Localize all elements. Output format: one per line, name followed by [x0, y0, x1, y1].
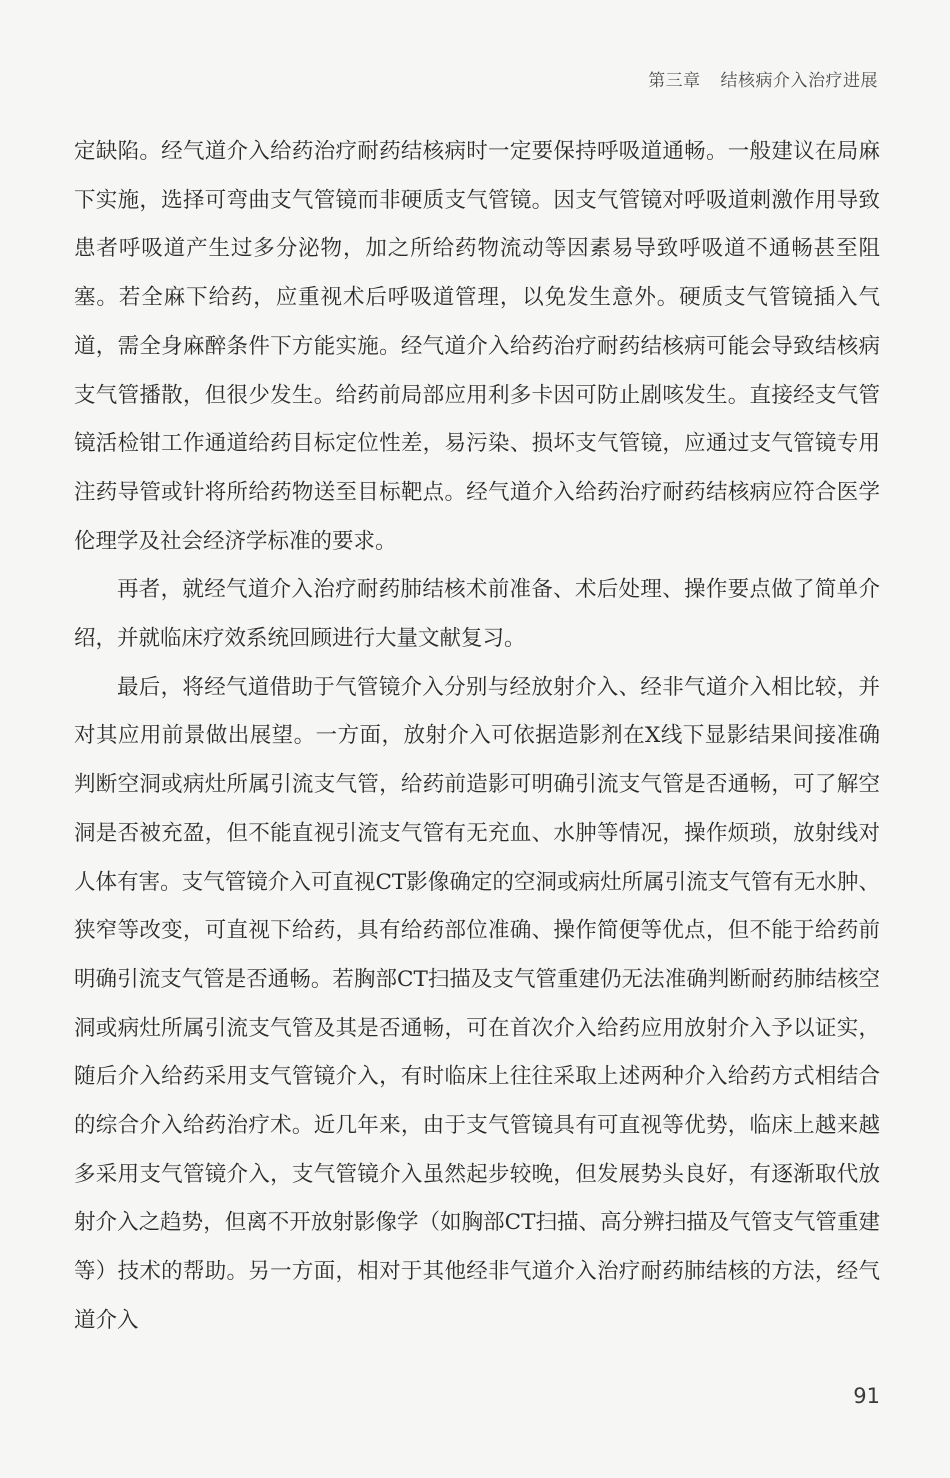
paragraph: 再者，就经气道介入治疗耐药肺结核术前准备、术后处理、操作要点做了简单介绍，并就临床疗效系统回顾进行大量文献复习。 [74, 577, 880, 652]
page-number: 91 [853, 1384, 880, 1408]
paragraph-continued: 定缺陷。经气道介入给药治疗耐药结核病时一定要保持呼吸道通畅。一般建议在局麻下实施，选择可弯曲支气管镜而非硬质支气管镜。因支气管镜对呼吸道刺激作用导致患者呼吸道产生过多分泌物，加之所给药物流动等因素易导致呼吸道不通畅甚至阻塞。若全麻下给药，应重视术后呼吸道管理，以免发生意外。硬质支气管镜插入气道，需全身麻醉条件下方能实施。经气道介入给药治疗耐药结核病可能会导致结核病支气管播散，但很少发生。给药前局部应用利多卡因可防止剧咳发生。直接经支气管镜活检钳工作通道给药目标定位性差，易污染、损坏支气管镜，应通过支气管镜专用注药导管或针将所给药物送至目标靶点。经气道介入给药治疗耐药结核病应符合医学伦理学及社会经济学标准的要求。 [74, 139, 880, 554]
running-header [648, 66, 878, 91]
paragraph: 最后，将经气道借助于气管镜介入分别与经放射介入、经非气道介入相比较，并对其应用前景做出展望。一方面，放射介入可依据造影剂在X线下显影结果间接准确判断空洞或病灶所属引流支气管，给药前造影可明确引流支气管是否通畅，可了解空洞是否被充盈，但不能直视引流支气管有无充血、水肿等情况，操作烦琐，放射线对人体有害。支气管镜介入可直视CT影像确定的空洞或病灶所属引流支气管有无水肿、狭窄等改变，可直视下给药，具有给药部位准确、操作简便等优点，但不能于给药前明确引流支气管是否通畅。若胸部CT扫描及支气管重建仍无法准确判断耐药肺结核空洞或病灶所属引流支气管及其是否通畅，可在首次介入给药应用放射介入予以证实，随后介入给药采用支气管镜介入，有时临床上往往采取上述两种介入给药方式相结合的综合介入给药治疗术。近几年来，由于支气管镜具有可直视等优势，临床上越来越多采用支气管镜介入，支气管镜介入虽然起步较晚，但发展势头良好，有逐渐取代放射介入之趋势，但离不开放射影像学（如胸部CT扫描、高分辨扫描及气管支气管重建等）技术的帮助。另一方面，相对于其他经非气道介入治疗耐药肺结核的方法，经气道介入 [74, 674, 880, 1333]
chapter-label: 第三章 [648, 71, 701, 91]
body-text [74, 128, 880, 1346]
chapter-title: 结核病介入治疗进展 [720, 71, 878, 91]
